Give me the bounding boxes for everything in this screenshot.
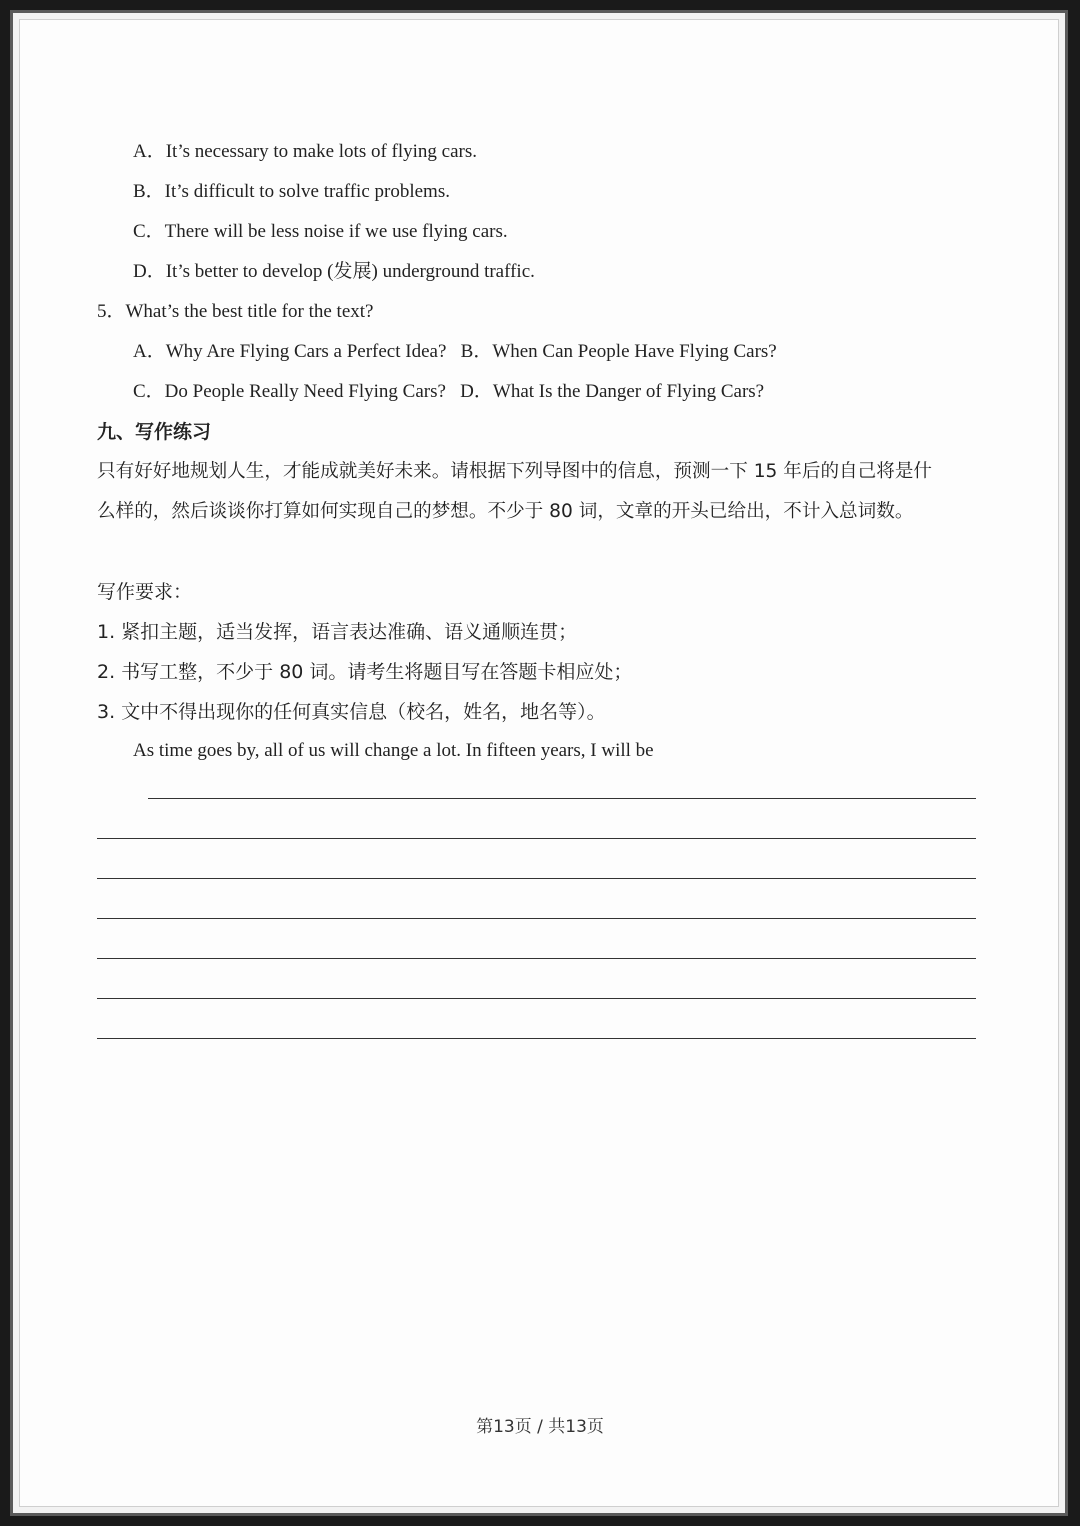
requirement-1: 1. 紧扣主题，适当发挥，语言表达准确、语义通顺连贯； xyxy=(97,621,578,643)
answer-line-1 xyxy=(148,798,976,799)
page-number: 第13页 / 共13页 xyxy=(476,1417,604,1437)
answer-line-2 xyxy=(97,838,976,839)
q5-stem: 5．What’s the best title for the text? xyxy=(97,301,374,322)
writing-prompt-line-2: 么样的，然后谈谈你打算如何实现自己的梦想。不少于 80 词，文章的开头已给出，不计入总词数。 xyxy=(97,501,914,522)
answer-line-7 xyxy=(97,1038,976,1039)
q4-option-a: A．It’s necessary to make lots of flying cars. xyxy=(133,141,478,162)
answer-line-6 xyxy=(97,998,976,999)
writing-prompt-line-1: 只有好好地规划人生，才能成就美好未来。请根据下列导图中的信息，预测一下 15 年后的自己将是什 xyxy=(97,461,933,482)
essay-opening: As time goes by, all of us will change a lot. In fifteen years, I will be xyxy=(133,740,654,761)
section-heading: 九、写作练习 xyxy=(97,421,212,443)
answer-line-4 xyxy=(97,918,976,919)
answer-line-3 xyxy=(97,878,976,879)
requirements-title: 写作要求： xyxy=(97,581,193,603)
q5-options-row-2: C．Do People Really Need Flying Cars? D．What Is the Danger of Flying Cars? xyxy=(133,381,765,402)
q4-option-c: C．There will be less noise if we use flying cars. xyxy=(133,221,508,242)
q4-option-b: B．It’s difficult to solve traffic problems. xyxy=(133,181,450,202)
q4-option-d: D．It’s better to develop (发展) underground traffic. xyxy=(133,261,535,282)
q5-options-row-1: A．Why Are Flying Cars a Perfect Idea? B．When Can People Have Flying Cars? xyxy=(133,341,777,362)
answer-line-5 xyxy=(97,958,976,959)
requirement-2: 2. 书写工整，不少于 80 词。请考生将题目写在答题卡相应处； xyxy=(97,661,633,683)
requirement-3: 3. 文中不得出现你的任何真实信息（校名，姓名，地名等）。 xyxy=(97,701,606,723)
